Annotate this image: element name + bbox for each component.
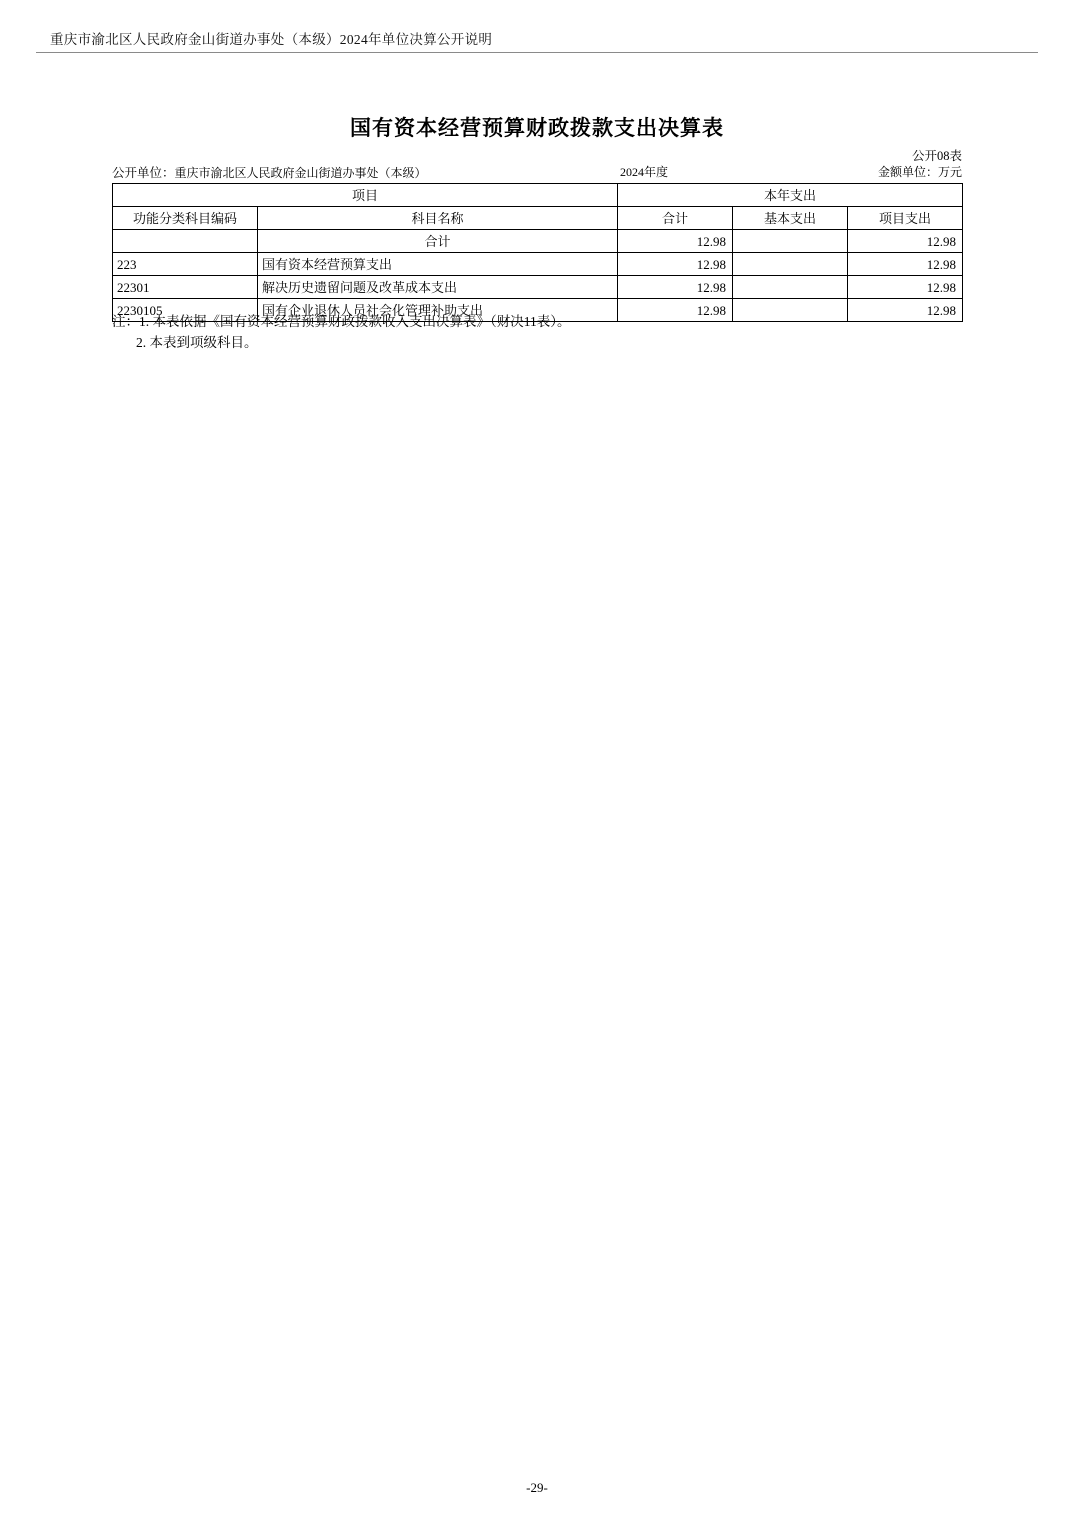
col-header-basic: 基本支出 (733, 207, 848, 230)
group-header-current-year: 本年支出 (618, 184, 963, 207)
cell-total: 12.98 (618, 299, 733, 322)
cell-code: 2230105 (113, 299, 258, 322)
cell-name: 国有企业退休人员社会化管理补助支出 (258, 299, 618, 322)
table-column-header-row (113, 207, 963, 230)
note-line-2: 2. 本表到项级科目。 (136, 335, 258, 350)
cell-name: 国有资本经营预算支出 (258, 253, 618, 276)
table-row (113, 230, 963, 253)
col-header-code: 功能分类科目编码 (113, 207, 258, 230)
disclosure-unit-value: 重庆市渝北区人民政府金山街道办事处（本级） (174, 166, 427, 180)
cell-project: 12.98 (848, 276, 963, 299)
cell-code (113, 230, 258, 253)
cell-code: 22301 (113, 276, 258, 299)
group-header-item: 项目 (113, 184, 618, 207)
table-group-header-row (113, 184, 963, 207)
cell-total: 12.98 (618, 230, 733, 253)
disclosure-unit (112, 163, 427, 181)
col-header-project: 项目支出 (848, 207, 963, 230)
cell-total: 12.98 (618, 276, 733, 299)
col-header-total: 合计 (618, 207, 733, 230)
header-divider (36, 52, 1038, 53)
cell-name: 合计 (258, 230, 618, 253)
table-row (113, 253, 963, 276)
table-notes (112, 311, 972, 353)
page-title: 国有资本经营预算财政拨款支出决算表 (350, 115, 724, 140)
note-line-1: 注：1. 本表依据《国有资本经营预算财政拨款收入支出决算表》（财决11表）。 (112, 314, 571, 329)
table-row (113, 276, 963, 299)
cell-basic (733, 276, 848, 299)
running-header: 重庆市渝北区人民政府金山街道办事处（本级）2024年单位决算公开说明 (50, 32, 493, 47)
table-code-label: 公开08表 (911, 149, 962, 163)
cell-basic (733, 253, 848, 276)
cell-project: 12.98 (848, 230, 963, 253)
cell-project: 12.98 (848, 253, 963, 276)
cell-name: 解决历史遗留问题及改革成本支出 (258, 276, 618, 299)
cell-basic (733, 230, 848, 253)
col-header-name: 科目名称 (258, 207, 618, 230)
cell-total: 12.98 (618, 253, 733, 276)
page-number: -29- (526, 1480, 548, 1495)
table-meta-row (112, 163, 962, 181)
fiscal-year: 2024年度 (620, 165, 669, 179)
disclosure-unit-label: 公开单位： (112, 166, 175, 180)
cell-project: 12.98 (848, 299, 963, 322)
expenditure-table (112, 183, 963, 322)
cell-code: 223 (113, 253, 258, 276)
amount-unit: 金额单位：万元 (877, 165, 962, 179)
